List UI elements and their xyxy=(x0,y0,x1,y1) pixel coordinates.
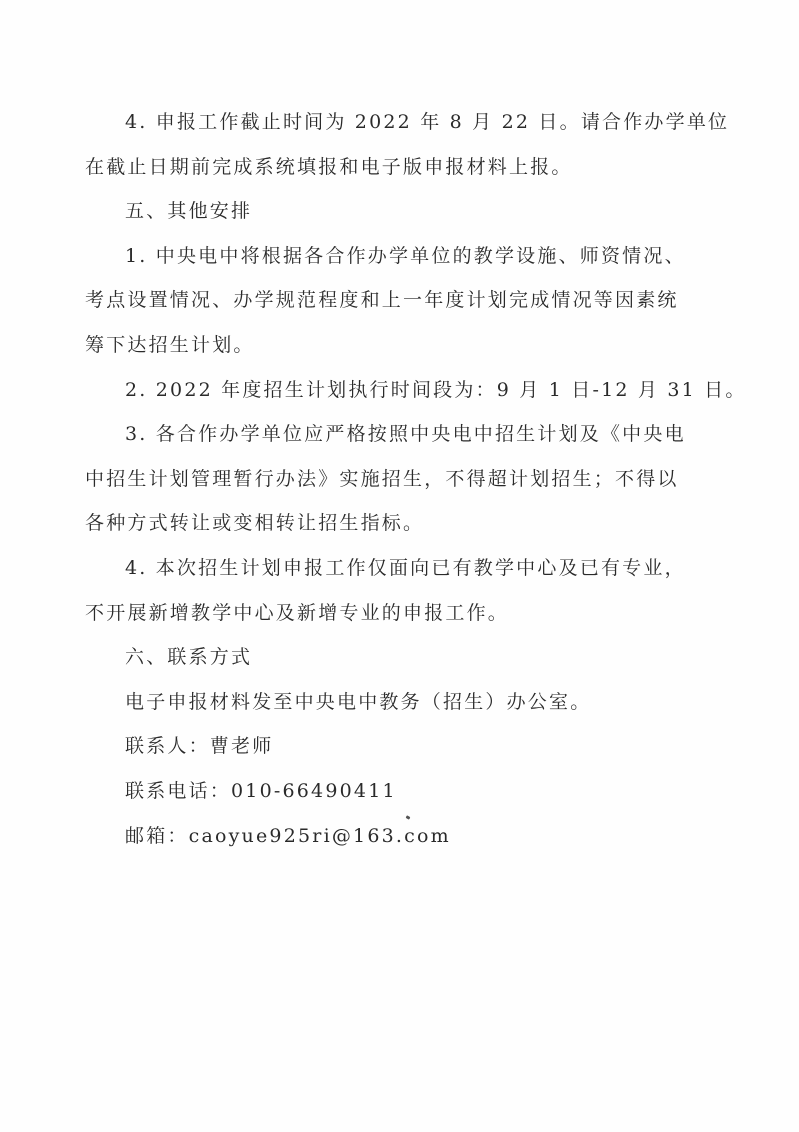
deadline-line-2: 在截止日期前完成系统填报和电子版申报材料上报。 xyxy=(85,155,573,178)
arrangement-2: 2. 2022 年度招生计划执行时间段为：9 月 1 日-12 月 31 日。 xyxy=(125,378,747,401)
arrangement-1-line-2: 考点设置情况、办学规范程度和上一年度计划完成情况等因素统 xyxy=(85,289,679,312)
section-heading-contact: 六、联系方式 xyxy=(125,646,253,669)
arrangement-1-line-1: 1. 中央电中将根据各合作办学单位的教学设施、师资情况、 xyxy=(125,244,686,267)
arrangement-4-line-1: 4. 本次招生计划申报工作仅面向已有教学中心及已有专业， xyxy=(125,556,686,579)
contact-submit-to: 电子申报材料发至中央电中教务（招生）办公室。 xyxy=(125,690,592,713)
contact-email: 邮箱：caoyue925ri@163.com xyxy=(125,824,451,847)
section-heading-other-arrangements: 五、其他安排 xyxy=(125,200,253,223)
arrangement-1-line-3: 筹下达招生计划。 xyxy=(85,333,255,356)
arrangement-3-line-1: 3. 各合作办学单位应严格按照中央电中招生计划及《中央电 xyxy=(125,423,686,446)
contact-person: 联系人：曹老师 xyxy=(125,735,274,758)
deadline-line-1: 4. 申报工作截止时间为 2022 年 8 月 22 日。请合作办学单位 xyxy=(125,111,730,133)
document-page xyxy=(85,100,747,858)
contact-phone: 联系电话：010-66490411 xyxy=(125,779,397,802)
arrangement-4-line-2: 不开展新增教学中心及新增专业的申报工作。 xyxy=(85,601,510,624)
arrangement-3-line-2: 中招生计划管理暂行办法》实施招生，不得超计划招生；不得以 xyxy=(85,467,679,490)
arrangement-3-line-3: 各种方式转让或变相转让招生指标。 xyxy=(85,512,425,535)
